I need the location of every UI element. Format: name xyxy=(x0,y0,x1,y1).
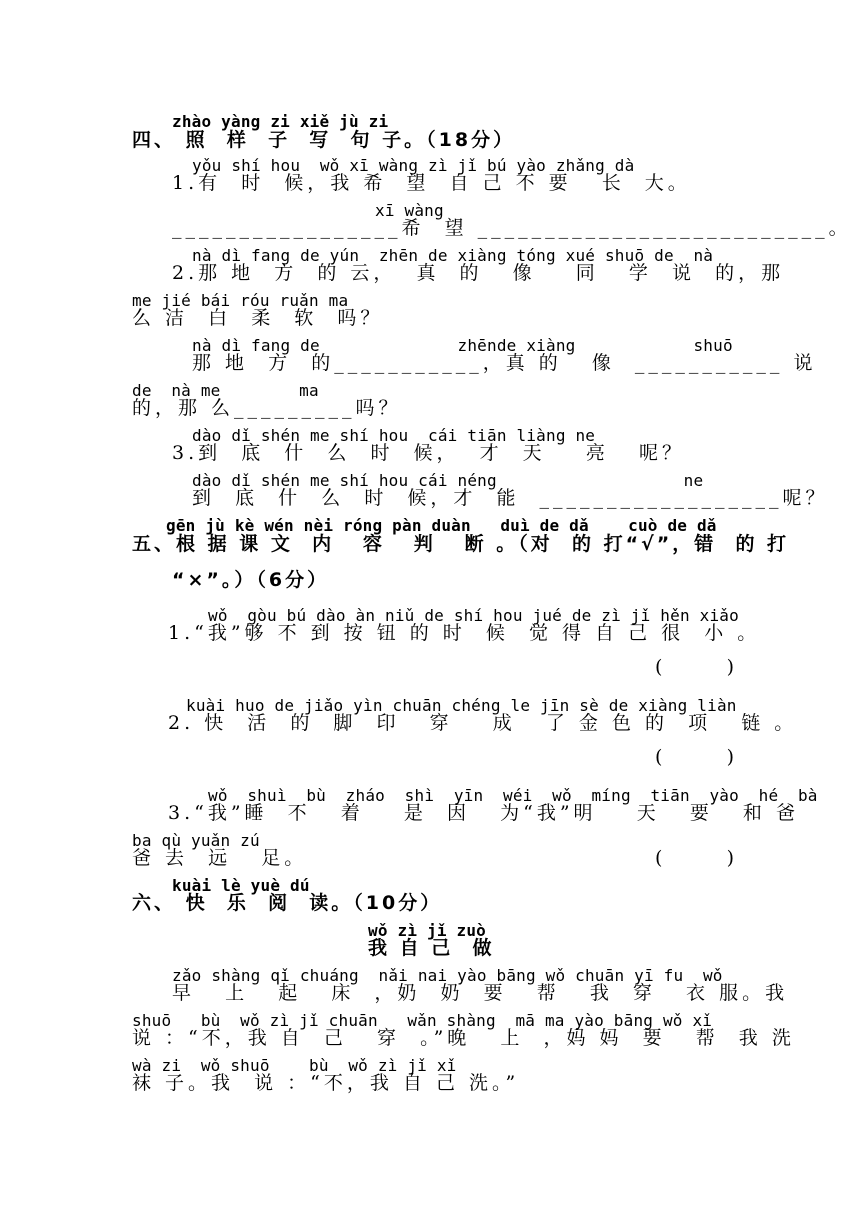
s4-q2b-text: 么 洁 白 柔 软 吗？ xyxy=(132,307,384,329)
s4-q2-blank-pinyin: nà dì fang de zhēnde xiàng shuō xyxy=(192,336,733,355)
section5-heading-cont: “×”。）（6分） xyxy=(172,569,330,591)
s5-q1-answer-box[interactable]: ( ) xyxy=(655,656,739,678)
story-p2-pinyin: shuō bù wǒ zì jǐ chuān wǎn shàng mā ma yào bāng wǒ xǐ xyxy=(132,1011,713,1030)
s5-q3b-pinyin: ba qù yuǎn zú xyxy=(132,831,260,850)
s4-q1-blank-pinyin: xī wàng xyxy=(375,201,444,220)
story-p1-pinyin: zǎo shàng qǐ chuáng nǎi nai yào bāng wǒ chuān yī fu wǒ xyxy=(172,966,723,985)
story-p1-text: 早 上 起 床 ，奶 奶 要 帮 我 穿 衣 服。我 xyxy=(172,982,789,1004)
s4-q2c-pinyin: de nà me ma xyxy=(132,381,319,400)
s4-q1-pinyin: yǒu shí hou wǒ xī wàng zì jǐ bú yào zhǎng dà xyxy=(192,156,635,175)
section4-heading: 四、 照 样 子 写 句 子。（18分） xyxy=(132,129,516,151)
s5-q2-answer-box[interactable]: ( ) xyxy=(655,746,739,768)
section6-heading-pinyin: kuài lè yuè dú xyxy=(172,876,310,895)
section5-heading-pinyin: gēn jù kè wén nèi róng pàn duàn duì de dǎ cuò de dǎ xyxy=(166,516,717,535)
s4-q2-pinyin: nà dì fang de yún zhēn de xiàng tóng xué shuō de nà xyxy=(192,246,714,265)
s4-q2c-text: 的，那 么_________吗？ xyxy=(132,397,402,419)
story-p3-text: 袜 子。我 说 ：“不，我 自 己 洗。” xyxy=(132,1072,520,1094)
s4-q3-blank-pinyin: dào dǐ shén me shí hou cái néng ne xyxy=(192,471,704,490)
s4-q3-pinyin: dào dǐ shén me shí hou cái tiān liàng ne xyxy=(192,426,596,445)
s5-q3-answer-box[interactable]: ( ) xyxy=(655,847,739,869)
s4-q2-blank-line: 那 地 方 的___________，真 的 像 ___________ 说 xyxy=(192,352,817,374)
story-p2-text: 说 ：“不，我 自 己 穿 。”晚 上 ，妈 妈 要 帮 我 洗 xyxy=(132,1027,795,1049)
section4-heading-pinyin: zhào yàng zi xiě jù zi xyxy=(172,112,389,131)
s5-q2-text: 2. 快 活 的 脚 印 穿 成 了 金 色 的 项 链 。 xyxy=(168,712,798,734)
s5-q3-text: 3.“我”睡 不 着 是 因 为“我”明 天 要 和 爸 xyxy=(168,802,799,824)
s5-q3b-text: 爸 去 远 足。 xyxy=(132,847,308,869)
section6-heading: 六、 快 乐 阅 读。（10分） xyxy=(132,892,443,914)
s4-q3-text: 3.到 底 什 么 时 候， 才 天 亮 呢？ xyxy=(172,442,685,464)
section5-heading: 五、根 据 课 文 内 容 判 断 。（对 的 打“√”，错 的 打 xyxy=(132,533,790,555)
story-title: 我 自 己 做 xyxy=(368,937,495,959)
story-title-pinyin: wǒ zì jǐ zuò xyxy=(368,921,486,940)
s4-q1-text: 1.有 时 候，我 希 望 自 己 不 要 长 大。 xyxy=(172,172,691,194)
story-p3-pinyin: wà zi wǒ shuō bù wǒ zì jǐ xǐ xyxy=(132,1056,457,1075)
s5-q3-pinyin: wǒ shuì bù zháo shì yīn wéi wǒ míng tiān yào hé bà xyxy=(208,786,818,805)
s5-q1-pinyin: wǒ gòu bú dào àn niǔ de shí hou jué de zì jǐ hěn xiǎo xyxy=(208,606,739,625)
s4-q2-text: 2.那 地 方 的 云， 真 的 像 同 学 说 的，那 xyxy=(172,262,785,284)
s4-q3-blank-line: 到 底 什 么 时 候，才 能 __________________呢？ xyxy=(192,487,829,509)
s4-q1-blank-line: _________________希 望 __________________________。 xyxy=(172,217,852,239)
s5-q2-pinyin: kuài huo de jiǎo yìn chuān chéng le jīn sè de xiàng liàn xyxy=(186,696,737,715)
s5-q1-text: 1.“我”够 不 到 按 钮 的 时 候 觉 得 自 己 很 小 。 xyxy=(168,622,761,644)
s4-q2b-pinyin: me jié bái róu ruǎn ma xyxy=(132,291,349,310)
